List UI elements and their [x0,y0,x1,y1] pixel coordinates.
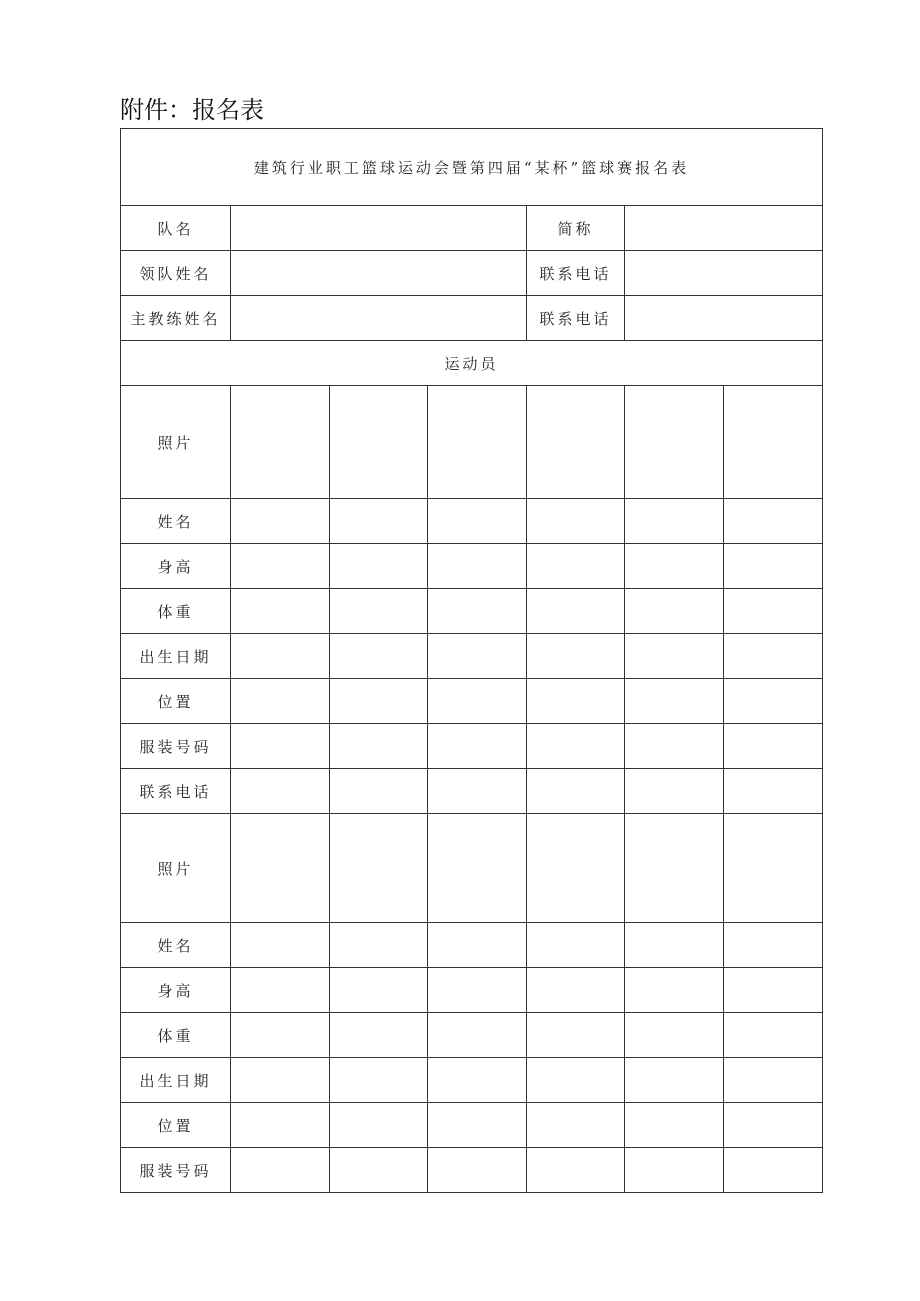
height-cell[interactable] [724,544,823,589]
height-cell[interactable] [231,968,330,1013]
player-phone-cell[interactable] [330,769,428,814]
name-cell[interactable] [625,499,724,544]
registration-form [120,128,823,1193]
weight-cell[interactable] [527,589,625,634]
position-cell[interactable] [724,679,823,724]
jersey-number-cell[interactable] [724,1148,823,1193]
height-cell[interactable] [428,968,527,1013]
height-cell[interactable] [330,544,428,589]
photo-label: 照片 [121,386,231,499]
weight-cell[interactable] [724,1013,823,1058]
leader-phone-label: 联系电话 [527,251,625,296]
leader-name-field[interactable] [231,251,527,296]
short-name-field[interactable] [625,206,823,251]
photo-cell[interactable] [330,386,428,499]
jersey-number-cell[interactable] [428,1148,527,1193]
weight-cell[interactable] [625,589,724,634]
position-cell[interactable] [625,679,724,724]
birthdate-cell[interactable] [625,634,724,679]
athletes-section-header: 运动员 [121,341,823,386]
birthdate-cell[interactable] [724,634,823,679]
page-heading: 附件：报名表 [120,96,264,124]
photo-cell[interactable] [330,814,428,923]
position-cell[interactable] [231,1103,330,1148]
name-cell[interactable] [231,499,330,544]
name-cell[interactable] [330,499,428,544]
player-phone-cell[interactable] [428,769,527,814]
coach-phone-field[interactable] [625,296,823,341]
jersey-number-cell[interactable] [330,1148,428,1193]
birthdate-cell[interactable] [231,1058,330,1103]
photo-cell[interactable] [527,386,625,499]
photo-cell[interactable] [428,814,527,923]
photo-cell[interactable] [527,814,625,923]
jersey-number-cell[interactable] [527,724,625,769]
photo-cell[interactable] [428,386,527,499]
coach-phone-label: 联系电话 [527,296,625,341]
photo-cell[interactable] [625,814,724,923]
birthdate-cell[interactable] [527,1058,625,1103]
jersey-number-cell[interactable] [625,724,724,769]
short-name-label: 简称 [527,206,625,251]
position-cell[interactable] [625,1103,724,1148]
height-cell[interactable] [527,544,625,589]
weight-cell[interactable] [330,1013,428,1058]
weight-cell[interactable] [330,589,428,634]
height-cell[interactable] [724,968,823,1013]
player-phone-cell[interactable] [527,769,625,814]
position-cell[interactable] [330,1103,428,1148]
jersey-number-label: 服装号码 [121,724,231,769]
height-cell[interactable] [625,968,724,1013]
photo-cell[interactable] [231,814,330,923]
photo-cell[interactable] [724,386,823,499]
name-cell[interactable] [428,499,527,544]
weight-cell[interactable] [527,1013,625,1058]
height-label: 身高 [121,544,231,589]
jersey-number-cell[interactable] [428,724,527,769]
jersey-number-cell[interactable] [231,1148,330,1193]
coach-name-field[interactable] [231,296,527,341]
height-cell[interactable] [330,968,428,1013]
player-phone-cell[interactable] [231,769,330,814]
jersey-number-cell[interactable] [625,1148,724,1193]
birthdate-cell[interactable] [724,1058,823,1103]
birthdate-cell[interactable] [428,634,527,679]
name-label: 姓名 [121,923,231,968]
name-cell[interactable] [231,923,330,968]
photo-label: 照片 [121,814,231,923]
jersey-number-cell[interactable] [724,724,823,769]
birthdate-cell[interactable] [625,1058,724,1103]
position-cell[interactable] [428,679,527,724]
height-cell[interactable] [527,968,625,1013]
height-cell[interactable] [428,544,527,589]
name-cell[interactable] [724,923,823,968]
name-cell[interactable] [527,923,625,968]
position-label: 位置 [121,679,231,724]
weight-cell[interactable] [428,1013,527,1058]
position-cell[interactable] [428,1103,527,1148]
weight-cell[interactable] [231,1013,330,1058]
jersey-number-cell[interactable] [231,724,330,769]
birthdate-cell[interactable] [330,1058,428,1103]
position-cell[interactable] [527,1103,625,1148]
birthdate-label: 出生日期 [121,634,231,679]
name-cell[interactable] [724,499,823,544]
name-cell[interactable] [428,923,527,968]
weight-label: 体重 [121,1013,231,1058]
player-phone-cell[interactable] [724,769,823,814]
leader-name-label: 领队姓名 [121,251,231,296]
weight-cell[interactable] [231,589,330,634]
weight-cell[interactable] [625,1013,724,1058]
weight-cell[interactable] [428,589,527,634]
position-cell[interactable] [231,679,330,724]
jersey-number-label: 服装号码 [121,1148,231,1193]
height-cell[interactable] [625,544,724,589]
position-cell[interactable] [330,679,428,724]
weight-label: 体重 [121,589,231,634]
height-cell[interactable] [231,544,330,589]
name-label: 姓名 [121,499,231,544]
player-phone-label: 联系电话 [121,769,231,814]
team-name-label: 队名 [121,206,231,251]
jersey-number-cell[interactable] [527,1148,625,1193]
photo-cell[interactable] [724,814,823,923]
position-cell[interactable] [724,1103,823,1148]
weight-cell[interactable] [724,589,823,634]
birthdate-cell[interactable] [231,634,330,679]
birthdate-label: 出生日期 [121,1058,231,1103]
birthdate-cell[interactable] [527,634,625,679]
position-label: 位置 [121,1103,231,1148]
birthdate-cell[interactable] [428,1058,527,1103]
name-cell[interactable] [625,923,724,968]
form-title: 建筑行业职工篮球运动会暨第四届“某杯”篮球赛报名表 [121,129,823,206]
name-cell[interactable] [527,499,625,544]
jersey-number-cell[interactable] [330,724,428,769]
photo-cell[interactable] [231,386,330,499]
birthdate-cell[interactable] [330,634,428,679]
height-label: 身高 [121,968,231,1013]
coach-name-label: 主教练姓名 [121,296,231,341]
player-phone-cell[interactable] [625,769,724,814]
leader-phone-field[interactable] [625,251,823,296]
name-cell[interactable] [330,923,428,968]
position-cell[interactable] [527,679,625,724]
team-name-field[interactable] [231,206,527,251]
photo-cell[interactable] [625,386,724,499]
